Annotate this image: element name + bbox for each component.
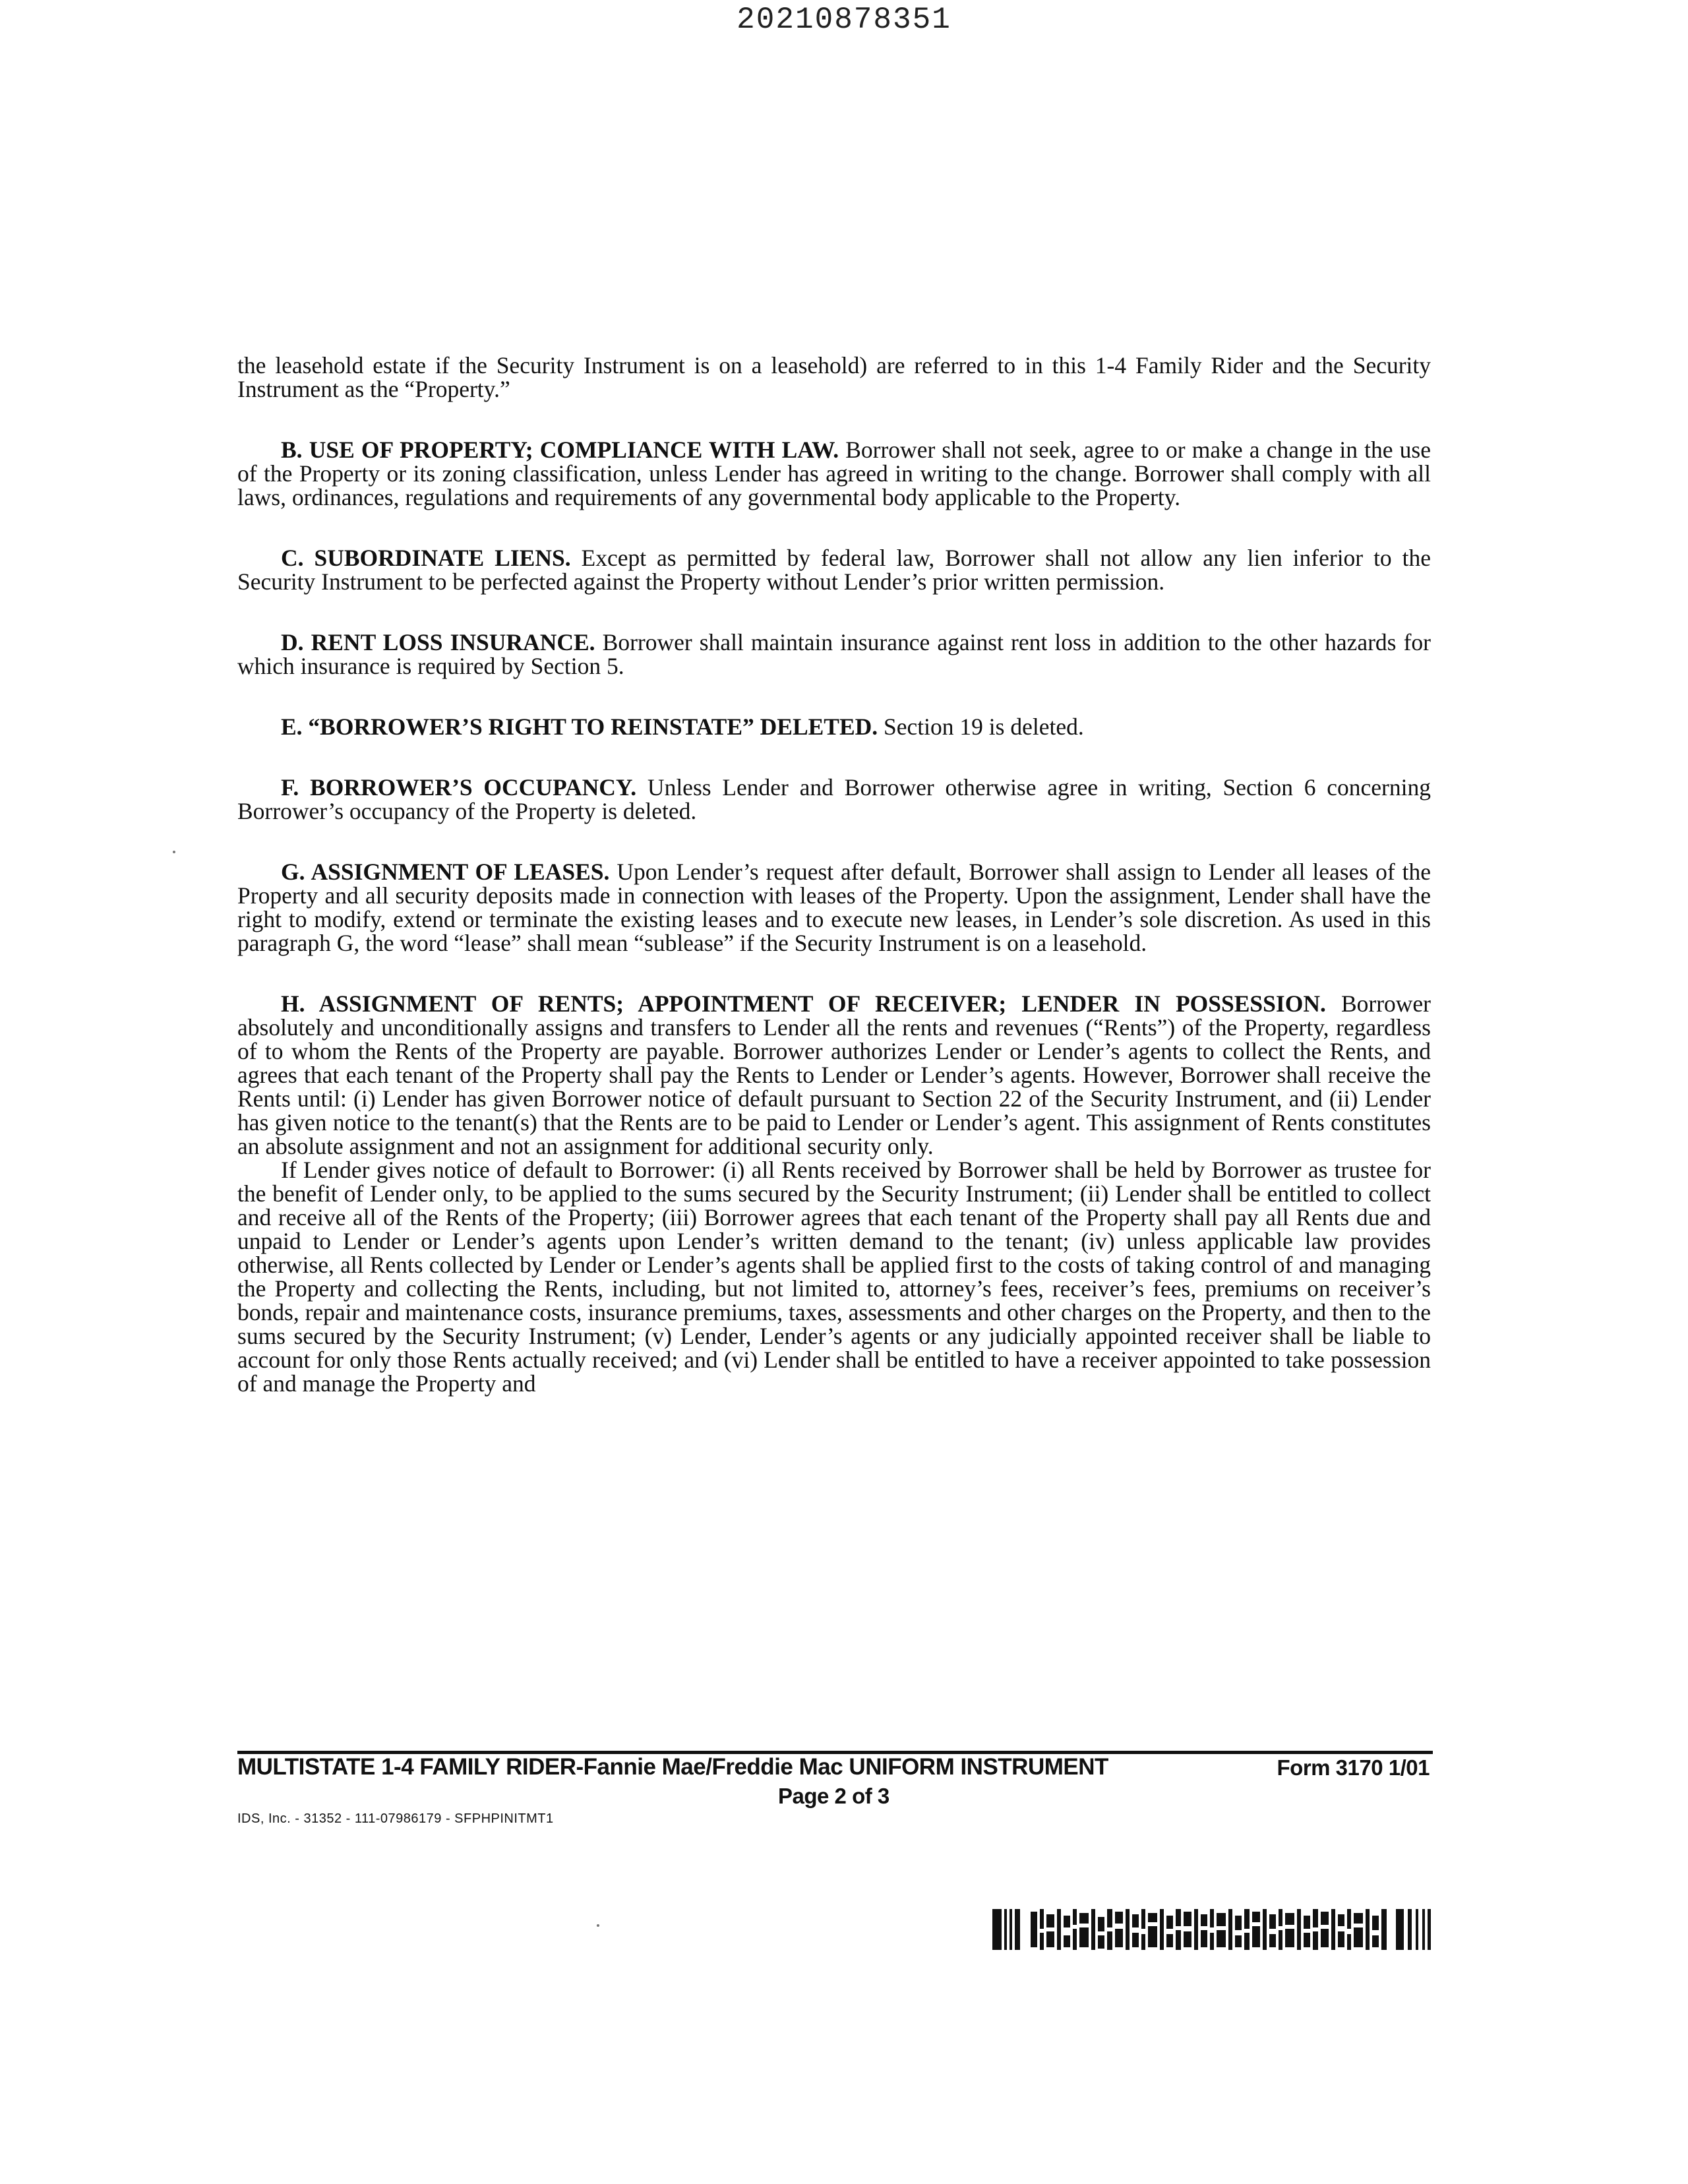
footer-form-title: MULTISTATE 1-4 FAMILY RIDER-Fannie Mae/Freddie Mac UNIFORM INSTRUMENT bbox=[237, 1754, 1108, 1780]
section-heading-d: D. RENT LOSS INSURANCE. bbox=[281, 629, 595, 655]
paragraph-assignment-of-leases bbox=[237, 860, 1431, 955]
paragraph-use-of-property bbox=[237, 438, 1431, 509]
paragraph-subordinate-liens bbox=[237, 546, 1431, 593]
document-body bbox=[237, 353, 1431, 1395]
section-heading-b: B. USE OF PROPERTY; COMPLIANCE WITH LAW. bbox=[281, 437, 839, 463]
scan-speck bbox=[173, 851, 175, 853]
paragraph-rent-loss-insurance bbox=[237, 630, 1431, 678]
footer-form-number: Form 3170 1/01 bbox=[1277, 1755, 1430, 1780]
paragraph-borrower-occupancy bbox=[237, 775, 1431, 823]
paragraph-text: Section 19 is deleted. bbox=[878, 713, 1084, 740]
section-heading-h: H. ASSIGNMENT OF RENTS; APPOINTMENT OF RECEIVER; LENDER IN POSSESSION. bbox=[281, 990, 1326, 1017]
paragraph-text: the leasehold estate if the Security Instrument is on a leasehold) are referred to in this 1-4 Family Rider and the Security Instrument as the “Property.” bbox=[237, 352, 1431, 402]
paragraph-text: Borrower shall maintain insurance against rent loss in addition to the other hazards for which insurance is required by Section 5. bbox=[237, 629, 1431, 679]
section-heading-f: F. BORROWER’S OCCUPANCY. bbox=[281, 774, 637, 801]
paragraph-text: Unless Lender and Borrower otherwise agree in writing, Section 6 concerning Borrower’s occupancy of the Property is deleted. bbox=[237, 774, 1431, 824]
footer-ids-line: IDS, Inc. - 31352 - 111-07986179 - SFPHPINITMT1 bbox=[237, 1811, 554, 1826]
paragraph-property-continuation bbox=[237, 353, 1431, 401]
section-heading-c: C. SUBORDINATE LIENS. bbox=[281, 545, 571, 571]
paragraph-text: Borrower shall not seek, agree to or make a change in the use of the Property or its zoning classification, unless Lender has agreed in writing to the change. Borrower shall comply with all laws, ordinances, regulations and requirements of any governmental body applicable to the Property. bbox=[237, 437, 1431, 510]
section-heading-g: G. ASSIGNMENT OF LEASES. bbox=[281, 859, 610, 885]
paragraph-assignment-of-rents bbox=[237, 992, 1431, 1158]
scan-speck bbox=[597, 1924, 599, 1927]
paragraph-reinstate-deleted bbox=[237, 715, 1431, 739]
paragraph-text: Borrower absolutely and unconditionally assigns and transfers to Lender all the rents and revenues (“Rents”) of the Property, regardless of to whom the Rents of the Property are payable. Borrower authorizes Lender or Lender’s agents to collect the Rents, and agrees that each tenant of the Property shall pay the Rents to Lender or Lender’s agents. However, Borrower shall receive the Rents until: (i) Lender has given Borrower notice of default pursuant to Section 22 of the Security Instrument, and (ii) Lender has given notice to the tenant(s) that the Rents are to be paid to Lender or Lender’s agent. This assignment of Rents constitutes an absolute assignment and not an assignment for additional security only. bbox=[237, 990, 1432, 1159]
paragraph-text: If Lender gives notice of default to Borrower: (i) all Rents received by Borrower shall be held by Borrower as trustee for the benefit of Lender only, to be applied to the sums secured by the Security Instrument; (ii) Lender shall be entitled to collect and receive all of the Rents of the Property; (iii) Borrower agrees that each tenant of the Property shall pay all Rents due and unpaid to Lender or Lender’s agents upon Lender’s written demand to the tenant; (iv) unless applicable law provides otherwise, all Rents collected by Lender or Lender’s agents shall be applied first to the costs of taking control of and managing the Property and collecting the Rents, including, but not limited to, attorney’s fees, receiver’s fees, premiums on receiver’s bonds, repair and maintenance costs, insurance premiums, taxes, assessments and other charges on the Property, and then to the sums secured by the Security Instrument; (v) Lender, Lender’s agents or any judicially appointed receiver shall be liable to account for only those Rents actually received; and (vi) Lender shall be entitled to have a receiver appointed to take possession of and manage the Property and bbox=[237, 1157, 1431, 1397]
footer-page-label: Page 2 of 3 bbox=[778, 1784, 889, 1808]
section-heading-e: E. “BORROWER’S RIGHT TO REINSTATE” DELETED. bbox=[281, 713, 878, 740]
paragraph-notice-of-default bbox=[237, 1158, 1431, 1395]
document-number: 20210878351 bbox=[737, 3, 951, 37]
barcode-icon bbox=[992, 1909, 1431, 1950]
paragraph-text: Except as permitted by federal law, Borrower shall not allow any lien inferior to the Security Instrument to be perfected against the Property without Lender’s prior written permission. bbox=[237, 545, 1431, 595]
paragraph-text: Upon Lender’s request after default, Borrower shall assign to Lender all leases of the Property and all security deposits made in connection with leases of the Property. Upon the assignment, Lender shall have the right to modify, extend or terminate the existing leases and to execute new leases, in Lender’s sole discretion. As used in this paragraph G, the word “lease” shall mean “sublease” if the Security Instrument is on a leasehold. bbox=[237, 859, 1432, 956]
